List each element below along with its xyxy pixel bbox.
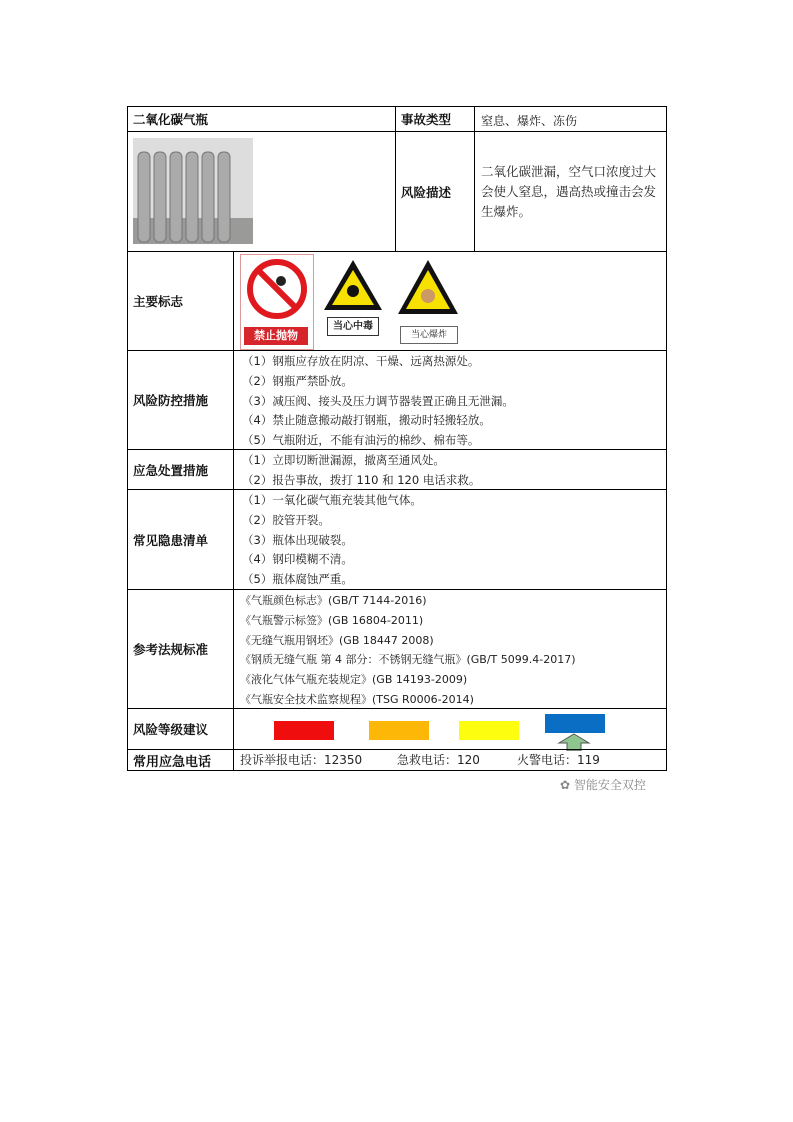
risk-desc-label: 风险描述 xyxy=(395,131,475,252)
watermark: ✿ 智能安全双控 xyxy=(560,778,646,792)
list-item: 《气瓶警示标签》(GB 16804-2011) xyxy=(240,613,424,627)
complaint-phone: 投诉举报电话：12350 xyxy=(240,753,363,767)
list-item: （4）禁止随意搬动敲打钢瓶，搬动时轻搬轻放。 xyxy=(242,413,491,428)
cylinder-image-cell xyxy=(127,131,396,252)
list-item: （1）立即切断泄漏源，撤离至通风处。 xyxy=(242,453,445,467)
measures-label: 风险防控措施 xyxy=(127,350,234,450)
no-throwing-sign: 禁止抛物 xyxy=(240,254,314,350)
list-item: 《气瓶颜色标志》(GB/T 7144-2016) xyxy=(240,594,427,607)
references-list xyxy=(233,589,667,709)
risk-swatch-blue xyxy=(545,714,605,733)
ambulance-phone: 急救电话：120 xyxy=(397,753,480,767)
list-item: （1）一氧化碳气瓶充装其他气体。 xyxy=(242,493,422,507)
title-cell: 二氧化碳气瓶 xyxy=(127,106,396,132)
list-item: 《气瓶安全技术监察规程》(TSG R0006-2014) xyxy=(240,692,474,706)
list-item: （2）报告事故，拨打 110 和 120 电话求救。 xyxy=(242,472,481,487)
risk-swatch-orange xyxy=(369,721,429,740)
emergency-list xyxy=(233,449,667,490)
list-item: （1）钢瓶应存放在阴凉、干燥、远离热源处。 xyxy=(242,354,480,368)
risk-swatch-red xyxy=(274,721,334,740)
list-item: （3）瓶体出现破裂。 xyxy=(242,532,353,547)
list-item: 《液化气体气瓶充装规定》(GB 14193-2009) xyxy=(240,673,468,687)
list-item: （5）气瓶附近，不能有油污的棉纱、棉布等。 xyxy=(242,433,480,448)
risk-swatch-yellow xyxy=(459,721,519,740)
accident-type-label: 事故类型 xyxy=(395,106,475,132)
hazards-label: 常见隐患清单 xyxy=(127,489,234,590)
fire-phone: 火警电话：119 xyxy=(517,753,600,767)
references-label: 参考法规标准 xyxy=(127,589,234,709)
risk-desc-text: 二氧化碳泄漏，空气口浓度过大会使人窒息，遇高热或撞击会发生爆炸。 xyxy=(474,131,667,252)
list-item: （5）瓶体腐蚀严重。 xyxy=(242,572,353,587)
phones-label: 常用应急电话 xyxy=(127,749,234,771)
cylinder-image xyxy=(133,138,253,244)
list-item: 《钢质无缝气瓶 第 4 部分：不锈钢无缝气瓶》(GB/T 5099.4-2017) xyxy=(240,653,576,667)
toxic-warning-sign: 当心中毒 xyxy=(322,258,384,344)
list-item: （4）钢印模糊不清。 xyxy=(242,552,353,567)
hazards-list xyxy=(233,489,667,590)
list-item: （2）胶管开裂。 xyxy=(242,512,330,527)
signs-cell xyxy=(233,251,667,351)
signs-label: 主要标志 xyxy=(127,251,234,351)
list-item: 《无缝气瓶用钢坯》(GB 18447 2008) xyxy=(240,633,434,647)
phones-cell xyxy=(233,749,667,771)
risk-level-label: 风险等级建议 xyxy=(127,708,234,750)
risk-level-cell xyxy=(233,708,667,750)
list-item: （2）钢瓶严禁卧放。 xyxy=(242,373,353,388)
measures-list xyxy=(233,350,667,450)
explosion-warning-sign: 当心爆炸 xyxy=(396,258,460,348)
emergency-label: 应急处置措施 xyxy=(127,449,234,490)
accident-type-value: 窒息、爆炸、冻伤 xyxy=(474,106,667,132)
list-item: （3）减压阀、接头及压力调节器装置正确且无泄漏。 xyxy=(242,393,514,408)
